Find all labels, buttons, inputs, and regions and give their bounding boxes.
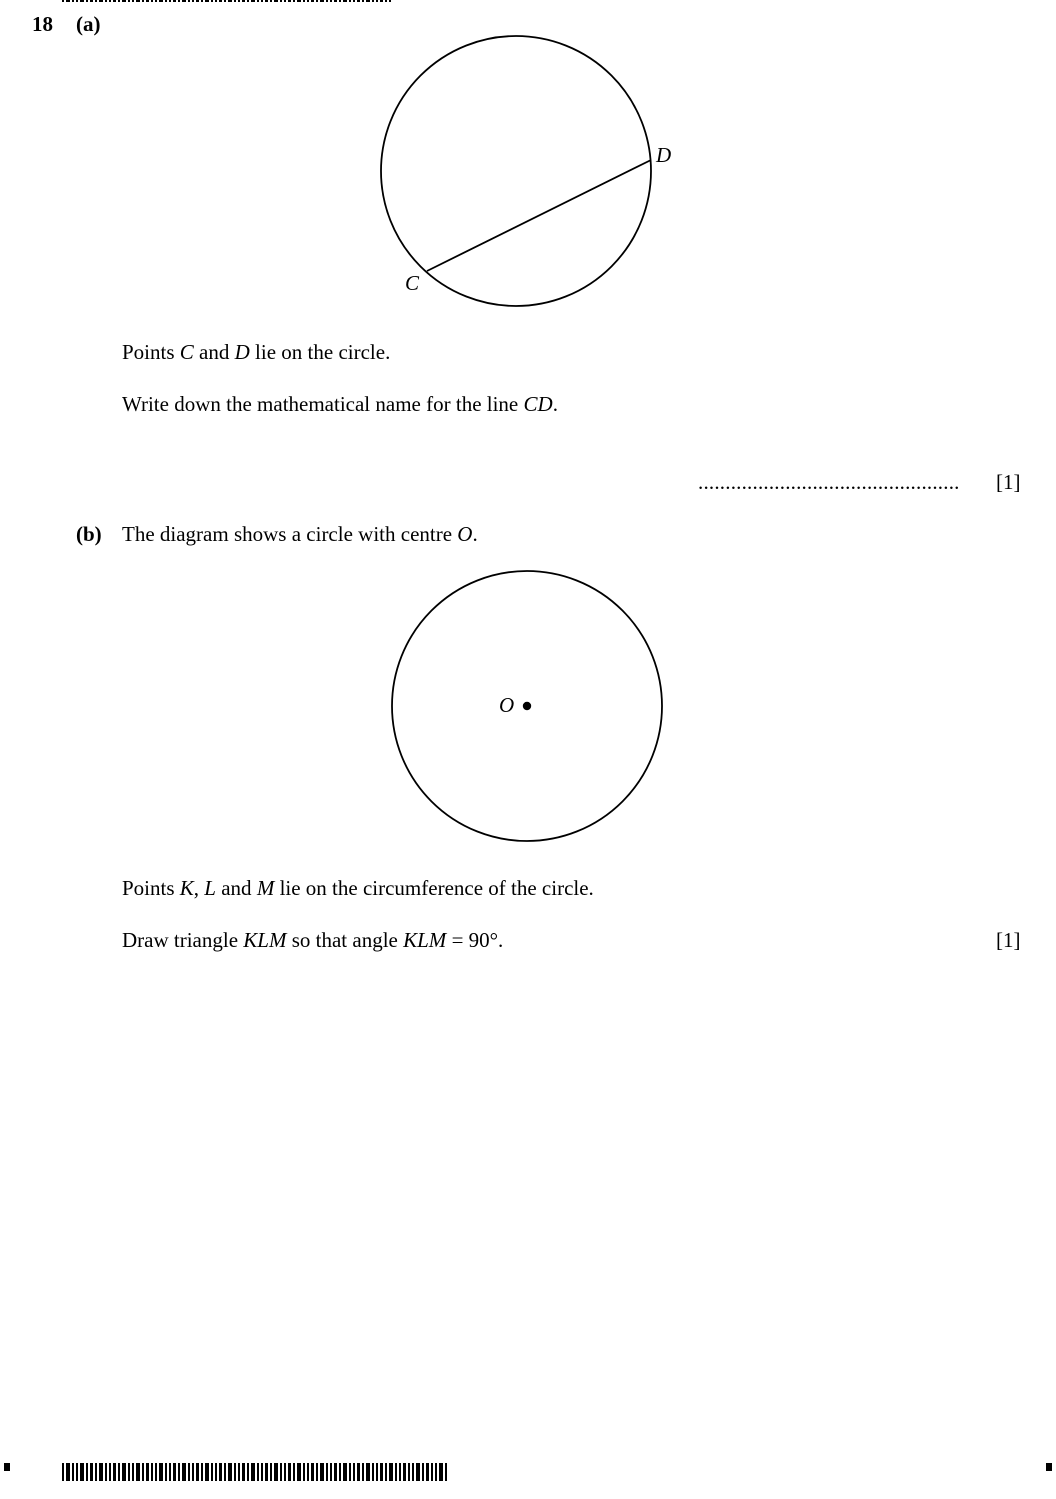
- centre-point: [523, 702, 531, 710]
- part-a-question: Write down the mathematical name for the line CD.: [122, 392, 558, 416]
- part-b-label: (b): [76, 522, 102, 546]
- bottom-barcode: [62, 1463, 449, 1481]
- point-d-label: D: [656, 143, 672, 167]
- part-b-instruction: Draw triangle KLM so that angle KLM = 90°.: [122, 928, 504, 952]
- circle-a: [381, 36, 651, 306]
- marks-b: [1]: [996, 928, 1021, 952]
- marks-a: [1]: [996, 470, 1021, 494]
- answer-line-a[interactable]: ................................................: [698, 470, 960, 494]
- corner-mark-right: [1046, 1463, 1052, 1471]
- point-c-label: C: [405, 271, 420, 295]
- part-b-statement: Points K, L and M lie on the circumference of the circle.: [122, 876, 594, 900]
- centre-label: O: [499, 693, 515, 717]
- part-a-statement: Points C and D lie on the circle.: [122, 340, 391, 364]
- part-a-label: (a): [76, 12, 101, 36]
- chord-cd: [427, 160, 651, 271]
- corner-mark-left: [4, 1463, 10, 1471]
- circle-chord-diagram: [360, 20, 700, 320]
- circle-centre-diagram[interactable]: [380, 560, 680, 860]
- part-b-intro: The diagram shows a circle with centre O.: [122, 522, 478, 546]
- top-barcode: [62, 0, 393, 2]
- question-number: 18: [32, 12, 53, 36]
